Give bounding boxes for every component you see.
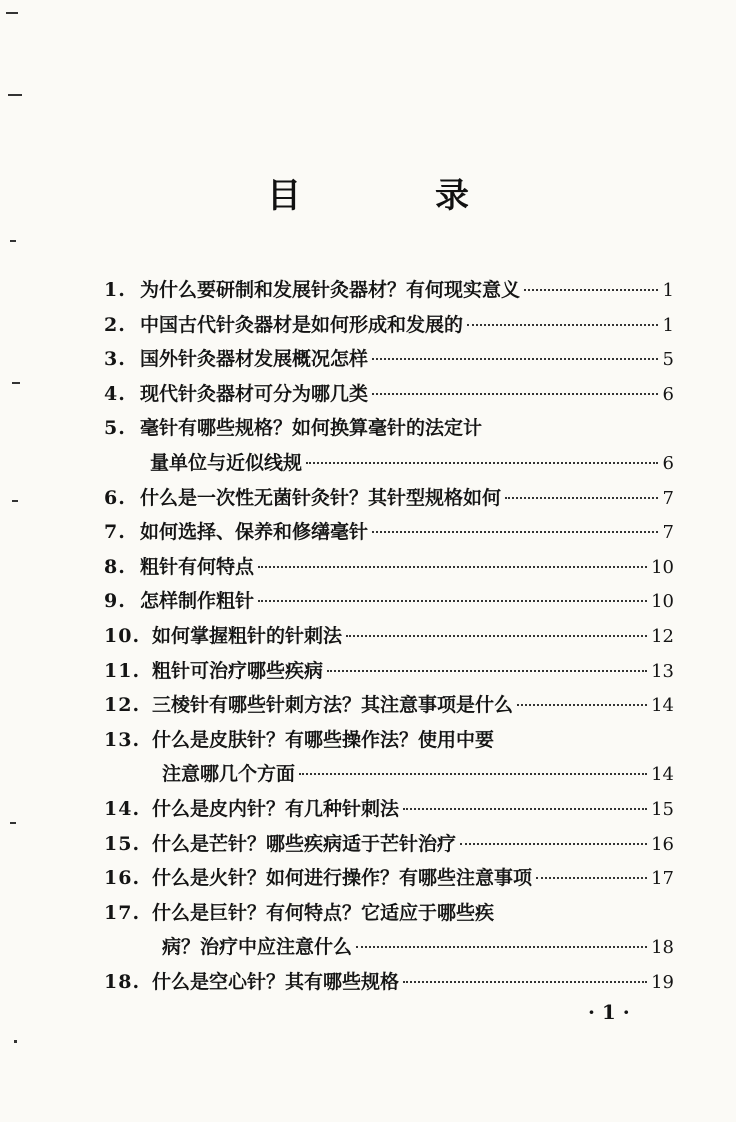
toc-entry xyxy=(104,416,674,485)
dot-leader xyxy=(306,462,658,464)
toc-entry-page: 6 xyxy=(662,452,674,474)
scan-speck xyxy=(10,822,16,824)
dot-leader xyxy=(372,531,658,533)
toc-entry-page: 16 xyxy=(651,833,674,855)
toc-entry-number: 4. xyxy=(104,382,126,405)
toc-entry-title: 什么是巨针？有何特点？它适应于哪些疾 xyxy=(152,901,495,924)
toc-entry-title: 三棱针有哪些针刺方法？其注意事项是什么 xyxy=(152,694,514,717)
toc-entry xyxy=(104,624,674,659)
toc-entry-title-continued: 注意哪几个方面 xyxy=(162,763,296,786)
toc-entry-page: 7 xyxy=(662,522,674,544)
scan-speck xyxy=(8,94,22,96)
toc-entry-title: 粗针有何特点 xyxy=(140,555,255,578)
toc-entry xyxy=(104,866,674,901)
dot-leader xyxy=(356,946,647,948)
toc-entry xyxy=(104,347,674,382)
toc-entry xyxy=(104,797,674,832)
toc-entry-number: 13. xyxy=(104,728,141,751)
toc-entry-number: 1. xyxy=(104,279,126,301)
scan-speck xyxy=(6,12,18,14)
toc-entry xyxy=(104,693,674,728)
toc-entry-page: 14 xyxy=(651,695,674,717)
toc-entry-page: 15 xyxy=(651,798,674,820)
toc-entry-page: 18 xyxy=(651,937,674,959)
toc-entry-page: 19 xyxy=(651,971,674,993)
dot-leader xyxy=(258,566,647,568)
toc-entry-page: 10 xyxy=(651,591,674,613)
dot-leader xyxy=(517,704,647,706)
dot-leader xyxy=(505,497,658,499)
dot-leader xyxy=(372,393,658,395)
toc-entry-number: 14. xyxy=(104,797,141,820)
toc-entry-number: 7. xyxy=(104,521,126,544)
toc-entry-title: 国外针灸器材发展概况怎样 xyxy=(140,348,369,371)
toc-entry xyxy=(104,486,674,521)
toc-entry-page: 6 xyxy=(662,383,674,405)
toc-entry-title: 什么是空心针？其有哪些规格 xyxy=(152,970,400,993)
toc-entry-number: 5. xyxy=(104,417,126,440)
toc-entry-page: 10 xyxy=(651,556,674,578)
toc-entry-number: 16. xyxy=(104,867,141,890)
toc-entry xyxy=(104,901,674,970)
toc-entry-title: 什么是皮内针？有几种针刺法 xyxy=(152,797,400,820)
toc-entry-number: 9. xyxy=(104,590,126,613)
dot-leader xyxy=(403,808,647,810)
toc-entry-number: 6. xyxy=(104,486,126,509)
dot-leader xyxy=(258,600,647,602)
dot-leader xyxy=(346,635,647,637)
toc-entry xyxy=(104,589,674,624)
toc-entry-title: 为什么要研制和发展针灸器材？有何现实意义 xyxy=(140,279,521,301)
toc-entry-page: 12 xyxy=(651,625,674,647)
toc-entry-number: 17. xyxy=(104,901,141,924)
toc-entry-page: 1 xyxy=(662,314,674,336)
dot-leader xyxy=(403,981,647,983)
toc-entry-number: 11. xyxy=(104,659,141,682)
toc-entry-title: 什么是火针？如何进行操作？有哪些注意事项 xyxy=(152,867,533,890)
toc-entry-page: 7 xyxy=(662,487,674,509)
dot-leader xyxy=(299,773,647,775)
toc-entry-title-continued: 病？治疗中应注意什么 xyxy=(162,936,353,959)
scan-speck xyxy=(12,382,20,384)
toc-entry xyxy=(104,728,674,797)
page-title: 目 录 xyxy=(267,176,519,216)
toc-entry-number: 10. xyxy=(104,624,141,647)
dot-leader xyxy=(467,324,658,326)
toc-entry-title: 现代针灸器材可分为哪几类 xyxy=(140,382,369,405)
toc-entry-title: 如何掌握粗针的针刺法 xyxy=(152,624,343,647)
toc-entry-title: 毫针有哪些规格？如何换算毫针的法定计 xyxy=(140,417,483,440)
toc-entry xyxy=(104,382,674,417)
toc-entry-title: 中国古代针灸器材是如何形成和发展的 xyxy=(140,313,464,336)
toc-entry-number: 12. xyxy=(104,694,141,717)
dot-leader xyxy=(524,289,658,291)
toc-entry-title: 什么是一次性无菌针灸针？其针型规格如何 xyxy=(140,486,502,509)
toc-entry-number: 3. xyxy=(104,348,126,371)
toc-entry-page: 1 xyxy=(662,280,674,301)
toc-entry-title: 如何选择、保养和修缮毫针 xyxy=(140,521,369,544)
toc-entry-number: 18. xyxy=(104,970,141,993)
toc-entry xyxy=(104,520,674,555)
toc-entry-title: 什么是芒针？哪些疾病适于芒针治疗 xyxy=(152,832,457,855)
dot-leader xyxy=(536,877,647,879)
scan-speck xyxy=(14,1040,17,1043)
table-of-contents xyxy=(104,278,674,1004)
toc-entry xyxy=(104,832,674,867)
toc-entry xyxy=(104,659,674,694)
toc-entry-page: 14 xyxy=(651,764,674,786)
toc-entry-number: 2. xyxy=(104,313,126,336)
toc-entry-page: 5 xyxy=(662,349,674,371)
toc-entry-number: 15. xyxy=(104,832,141,855)
toc-entry-title: 什么是皮肤针？有哪些操作法？使用中要 xyxy=(152,728,495,751)
dot-leader xyxy=(372,358,658,360)
dot-leader xyxy=(327,670,647,672)
toc-entry-title-continued: 量单位与近似线规 xyxy=(150,451,303,474)
footer-page-number: · 1 · xyxy=(588,1000,630,1024)
dot-leader xyxy=(460,843,647,845)
toc-entry-title: 粗针可治疗哪些疾病 xyxy=(152,659,324,682)
toc-entry-number: 8. xyxy=(104,555,126,578)
toc-entry-page: 17 xyxy=(651,868,674,890)
toc-entry-page: 13 xyxy=(651,660,674,682)
toc-entry-title: 怎样制作粗针 xyxy=(140,590,255,613)
toc-entry xyxy=(104,278,674,313)
toc-entry xyxy=(104,313,674,348)
scan-speck xyxy=(12,500,18,502)
scan-speck xyxy=(10,240,16,242)
toc-entry xyxy=(104,555,674,590)
